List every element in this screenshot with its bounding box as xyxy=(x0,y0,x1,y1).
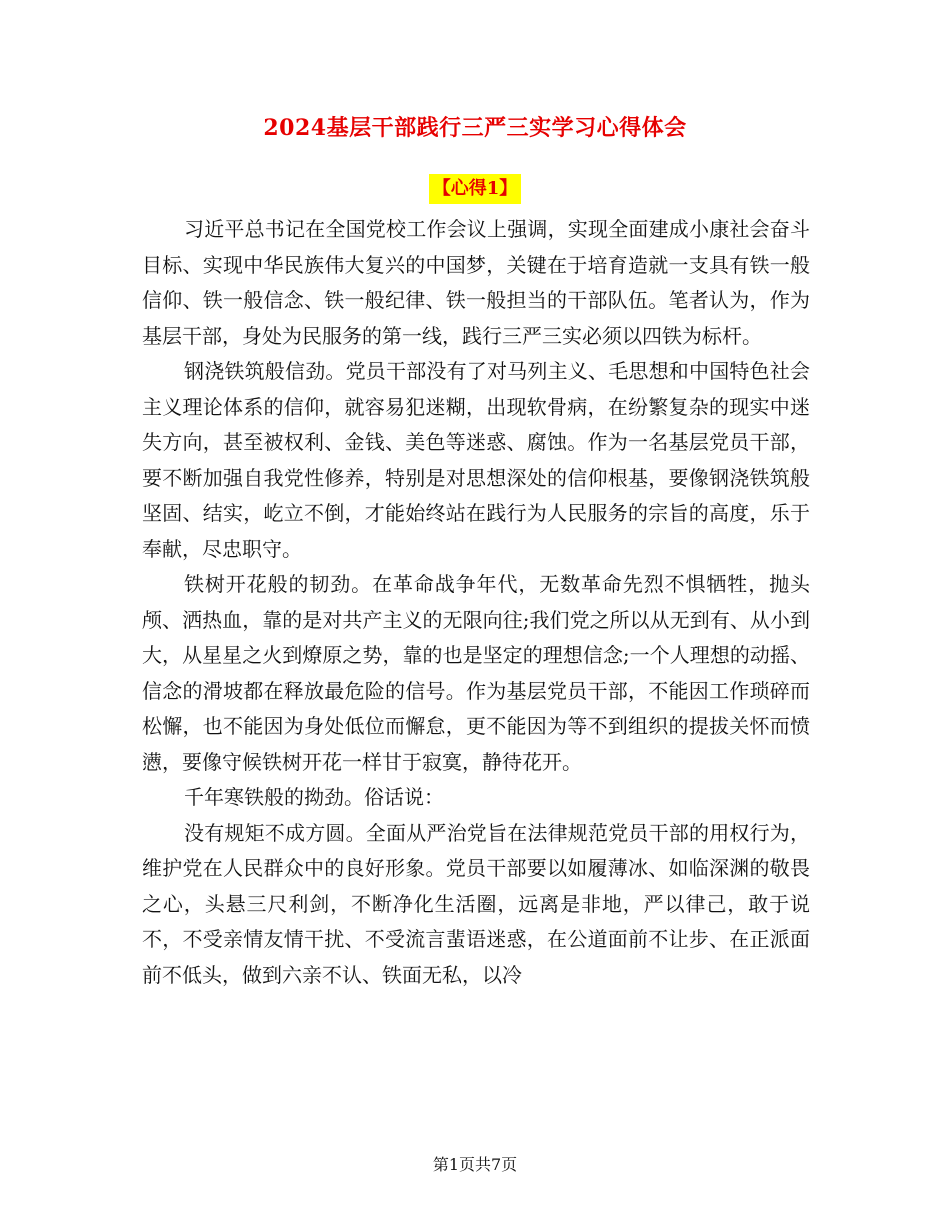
document-title: 2024基层干部践行三严三实学习心得体会 xyxy=(263,115,687,141)
paragraph: 没有规矩不成方圆。全面从严治党旨在法律规范党员干部的用权行为，维护党在人民群众中的良好形象。党员干部要以如履薄冰、如临深渊的敬畏之心，头悬三尺利剑，不断净化生活圈，远离是非地，严以律己，敢于说不，不受亲情友情干扰、不受流言蜚语迷惑，在公道面前不让步、在正派面前不低头，做到六亲不认、铁面无私，以冷 xyxy=(142,820,810,987)
paragraph: 习近平总书记在全国党校工作会议上强调，实现全面建成小康社会奋斗目标、实现中华民族伟大复兴的中国梦，关键在于培育造就一支具有铁一般信仰、铁一般信念、铁一般纪律、铁一般担当的干部队伍。笔者认为，作为基层干部，身处为民服务的第一线，践行三严三实必须以四铁为标杆。 xyxy=(142,217,810,348)
section-label: 【心得1】 xyxy=(429,174,522,204)
paragraph: 钢浇铁筑般信劲。党员干部没有了对马列主义、毛思想和中国特色社会主义理论体系的信仰，就容易犯迷糊，出现软骨病，在纷繁复杂的现实中迷失方向，甚至被权利、金钱、美色等迷惑、腐蚀。作为一名基层党员干部，要不断加强自我党性修养，特别是对思想深处的信仰根基，要像钢浇铁筑般坚固、结实，屹立不倒，才能始终站在践行为人民服务的宗旨的高度，乐于奉献，尽忠职守。 xyxy=(142,359,810,561)
page-footer: 第1页共7页 xyxy=(432,1155,518,1174)
paragraph: 千年寒铁般的拗劲。俗话说： xyxy=(184,785,444,809)
document-body xyxy=(142,212,810,993)
paragraph: 铁树开花般的韧劲。在革命战争年代，无数革命先烈不惧牺牲，抛头颅、洒热血，靠的是对共产主义的无限向往;我们党之所以从无到有、从小到大，从星星之火到燎原之势，靠的也是坚定的理想信念;一个人理想的动摇、信念的滑坡都在释放最危险的信号。作为基层党员干部，不能因工作琐碎而松懈，也不能因为身处低位而懈怠，更不能因为等不到组织的提拔关怀而愤懑，要像守候铁树开花一样甘于寂寞，静待花开。 xyxy=(142,572,810,774)
section-heading xyxy=(0,174,950,204)
